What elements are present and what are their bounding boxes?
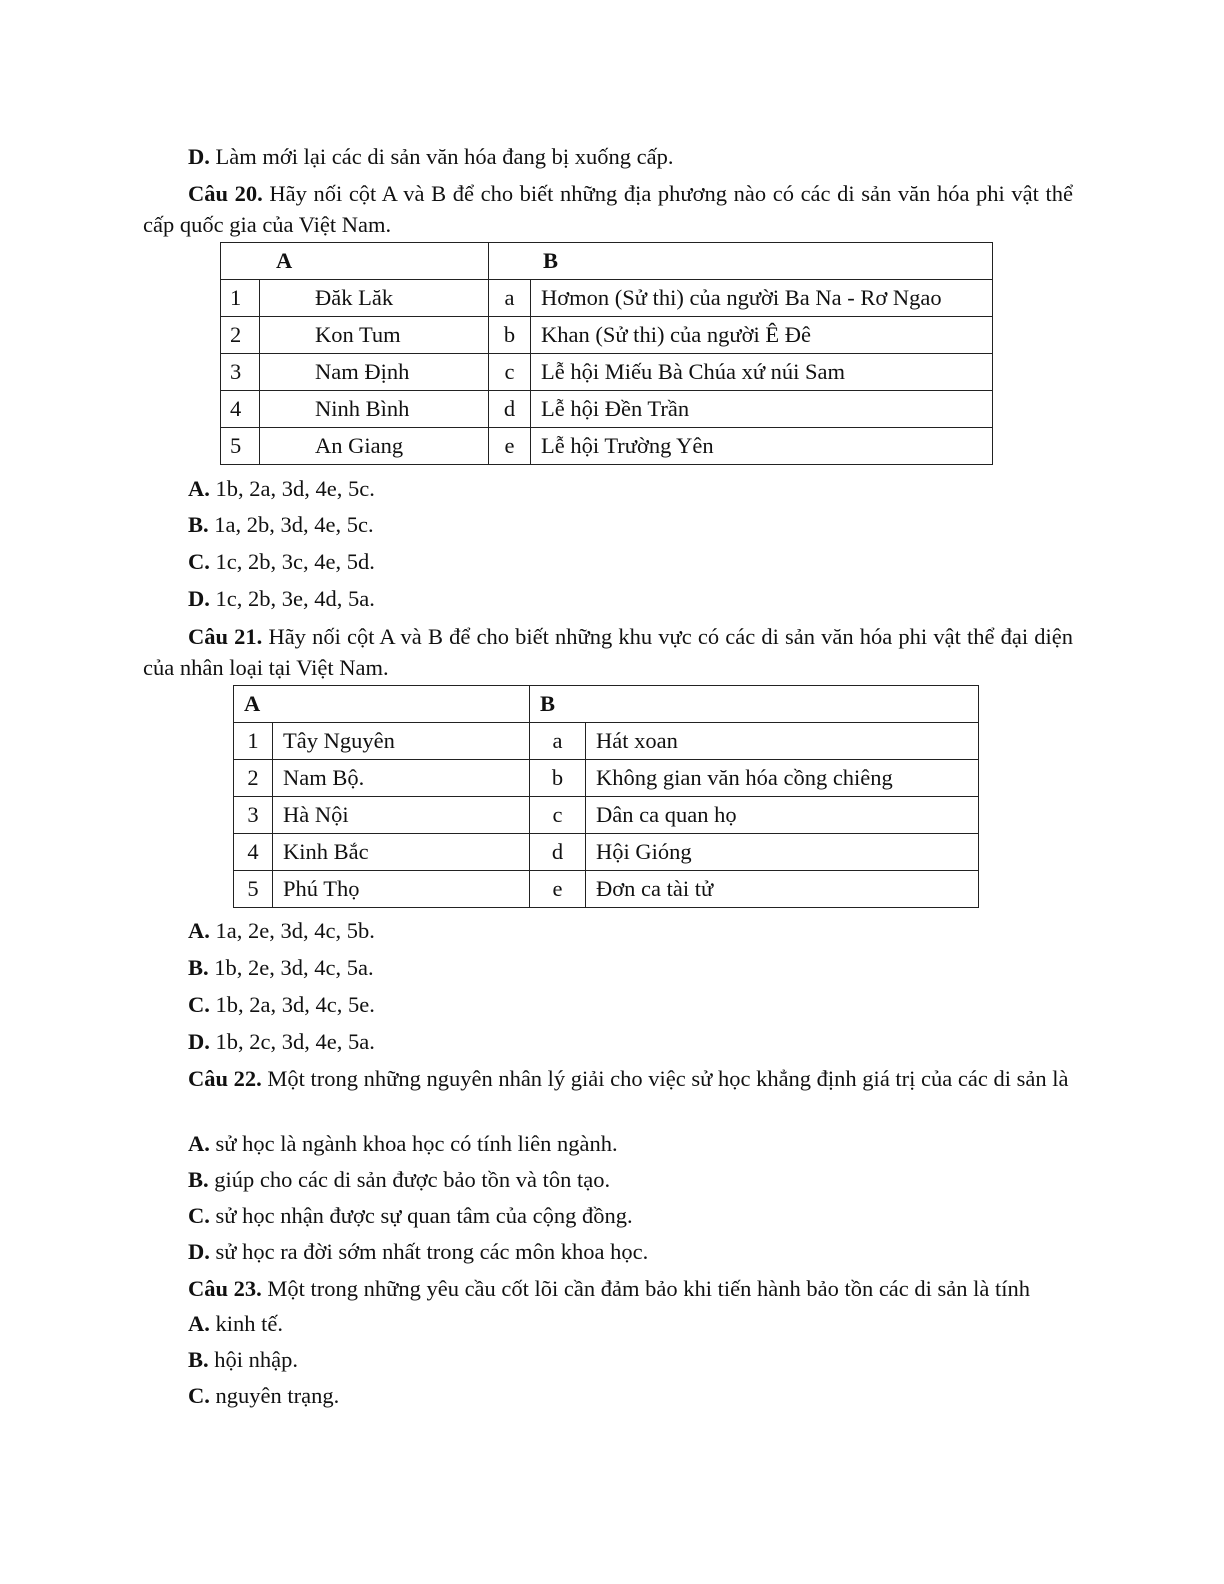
table-row	[221, 280, 993, 317]
row-number: 4	[234, 834, 273, 871]
option-label: D.	[188, 1239, 210, 1264]
row-letter: c	[489, 354, 531, 391]
option-text: sử học ra đời sớm nhất trong các môn khoa học.	[209, 1239, 649, 1264]
row-heritage: Khan (Sử thi) của người Ê Đê	[531, 317, 993, 354]
table-row	[221, 391, 993, 428]
answer-option-c	[188, 547, 1118, 577]
option-text: nguyên trạng.	[209, 1383, 340, 1408]
question-21	[143, 621, 1073, 683]
row-number: 5	[221, 428, 260, 465]
answer-option-b	[188, 953, 1118, 983]
column-a-header: A	[221, 243, 489, 280]
option-text: Làm mới lại các di sản văn hóa đang bị xuống cấp.	[209, 144, 674, 169]
option-text: 1b, 2c, 3d, 4e, 5a.	[209, 1029, 375, 1054]
row-heritage: Dân ca quan họ	[586, 797, 979, 834]
question-label: Câu 23.	[188, 1276, 262, 1301]
answer-option-b	[188, 1345, 1118, 1375]
row-number: 3	[221, 354, 260, 391]
table-row	[221, 354, 993, 391]
option-text: 1b, 2e, 3d, 4c, 5a.	[208, 955, 374, 980]
answer-option-a	[188, 1129, 1118, 1159]
row-letter: d	[489, 391, 531, 428]
question-22	[143, 1063, 1073, 1094]
row-place: Tây Nguyên	[273, 723, 530, 760]
row-heritage: Hơmon (Sử thi) của người Ba Na - Rơ Ngao	[531, 280, 993, 317]
table-row	[234, 760, 979, 797]
answer-option-b	[188, 1165, 1118, 1195]
row-number: 3	[234, 797, 273, 834]
option-label: B.	[188, 1347, 209, 1372]
option-label: B.	[188, 1167, 209, 1192]
option-label: B.	[188, 512, 209, 537]
table-row	[221, 428, 993, 465]
column-b-header: B	[530, 686, 979, 723]
table-row	[221, 317, 993, 354]
option-label: A.	[188, 476, 210, 501]
question-label: Câu 20.	[188, 181, 263, 206]
option-label: C.	[188, 1383, 210, 1408]
answer-option-b	[188, 510, 1118, 540]
row-place: An Giang	[260, 428, 489, 465]
row-place: Hà Nội	[273, 797, 530, 834]
option-label: D.	[188, 586, 210, 611]
option-label: A.	[188, 1311, 210, 1336]
question-23	[143, 1273, 1073, 1304]
row-place: Nam Định	[260, 354, 489, 391]
row-number: 1	[221, 280, 260, 317]
matching-table-q21	[233, 685, 979, 908]
row-place: Đăk Lăk	[260, 280, 489, 317]
option-text: 1c, 2b, 3c, 4e, 5d.	[209, 549, 375, 574]
row-number: 2	[234, 760, 273, 797]
option-text: 1a, 2b, 3d, 4e, 5c.	[208, 512, 374, 537]
option-text: 1b, 2a, 3d, 4e, 5c.	[209, 476, 375, 501]
option-text: 1c, 2b, 3e, 4d, 5a.	[209, 586, 375, 611]
row-number: 2	[221, 317, 260, 354]
row-letter: e	[530, 871, 586, 908]
row-number: 1	[234, 723, 273, 760]
question-text: Hãy nối cột A và B để cho biết những khu vực có các di sản văn hóa phi vật thể đại diện của nhân loại tại Việt Nam.	[143, 624, 1073, 680]
table-row	[234, 797, 979, 834]
row-heritage: Lễ hội Miếu Bà Chúa xứ núi Sam	[531, 354, 993, 391]
question-label: Câu 22.	[188, 1066, 262, 1091]
table-row	[234, 871, 979, 908]
row-heritage: Lễ hội Trường Yên	[531, 428, 993, 465]
row-place: Nam Bộ.	[273, 760, 530, 797]
answer-option-c	[188, 1201, 1118, 1231]
option-text: kinh tế.	[209, 1311, 283, 1336]
column-b-header: B	[489, 243, 993, 280]
question-text: Một trong những nguyên nhân lý giải cho việc sử học khẳng định giá trị của các di sản là	[261, 1066, 1069, 1091]
matching-table-q20	[220, 242, 993, 465]
row-heritage: Hội Gióng	[586, 834, 979, 871]
row-letter: e	[489, 428, 531, 465]
row-heritage: Không gian văn hóa cồng chiêng	[586, 760, 979, 797]
answer-option-d	[188, 142, 1118, 172]
row-letter: a	[489, 280, 531, 317]
answer-option-a	[188, 916, 1118, 946]
row-heritage: Hát xoan	[586, 723, 979, 760]
option-label: C.	[188, 1203, 210, 1228]
table-row	[234, 723, 979, 760]
answer-option-c	[188, 1381, 1118, 1411]
row-heritage: Đơn ca tài tử	[586, 871, 979, 908]
row-number: 4	[221, 391, 260, 428]
row-heritage: Lễ hội Đền Trần	[531, 391, 993, 428]
column-a-header: A	[234, 686, 530, 723]
option-text: hội nhập.	[208, 1347, 299, 1372]
question-label: Câu 21.	[188, 624, 263, 649]
option-label: A.	[188, 918, 210, 943]
answer-option-a	[188, 474, 1118, 504]
table-header-row	[221, 243, 993, 280]
answer-option-a	[188, 1309, 1118, 1339]
answer-option-d	[188, 1237, 1118, 1267]
row-place: Kinh Bắc	[273, 834, 530, 871]
table-row	[234, 834, 979, 871]
row-place: Ninh Bình	[260, 391, 489, 428]
row-place: Phú Thọ	[273, 871, 530, 908]
option-text: sử học là ngành khoa học có tính liên ngành.	[209, 1131, 618, 1156]
option-label: A.	[188, 1131, 210, 1156]
answer-option-d	[188, 584, 1118, 614]
table-header-row	[234, 686, 979, 723]
answer-option-d	[188, 1027, 1118, 1057]
row-letter: c	[530, 797, 586, 834]
row-letter: b	[489, 317, 531, 354]
option-label: D.	[188, 1029, 210, 1054]
answer-option-c	[188, 990, 1118, 1020]
option-text: sử học nhận được sự quan tâm của cộng đồng.	[209, 1203, 633, 1228]
option-label: C.	[188, 549, 210, 574]
question-text: Một trong những yêu cầu cốt lõi cần đảm bảo khi tiến hành bảo tồn các di sản là tính	[261, 1276, 1031, 1301]
option-text: 1a, 2e, 3d, 4c, 5b.	[209, 918, 375, 943]
option-text: 1b, 2a, 3d, 4c, 5e.	[209, 992, 375, 1017]
option-label: C.	[188, 992, 210, 1017]
row-place: Kon Tum	[260, 317, 489, 354]
question-text: Hãy nối cột A và B để cho biết những địa phương nào có các di sản văn hóa phi vật thể cấp quốc gia của Việt Nam.	[143, 181, 1073, 237]
option-text: giúp cho các di sản được bảo tồn và tôn tạo.	[208, 1167, 611, 1192]
question-20	[143, 178, 1073, 240]
row-letter: a	[530, 723, 586, 760]
option-label: D.	[188, 144, 210, 169]
option-label: B.	[188, 955, 209, 980]
row-number: 5	[234, 871, 273, 908]
row-letter: b	[530, 760, 586, 797]
row-letter: d	[530, 834, 586, 871]
